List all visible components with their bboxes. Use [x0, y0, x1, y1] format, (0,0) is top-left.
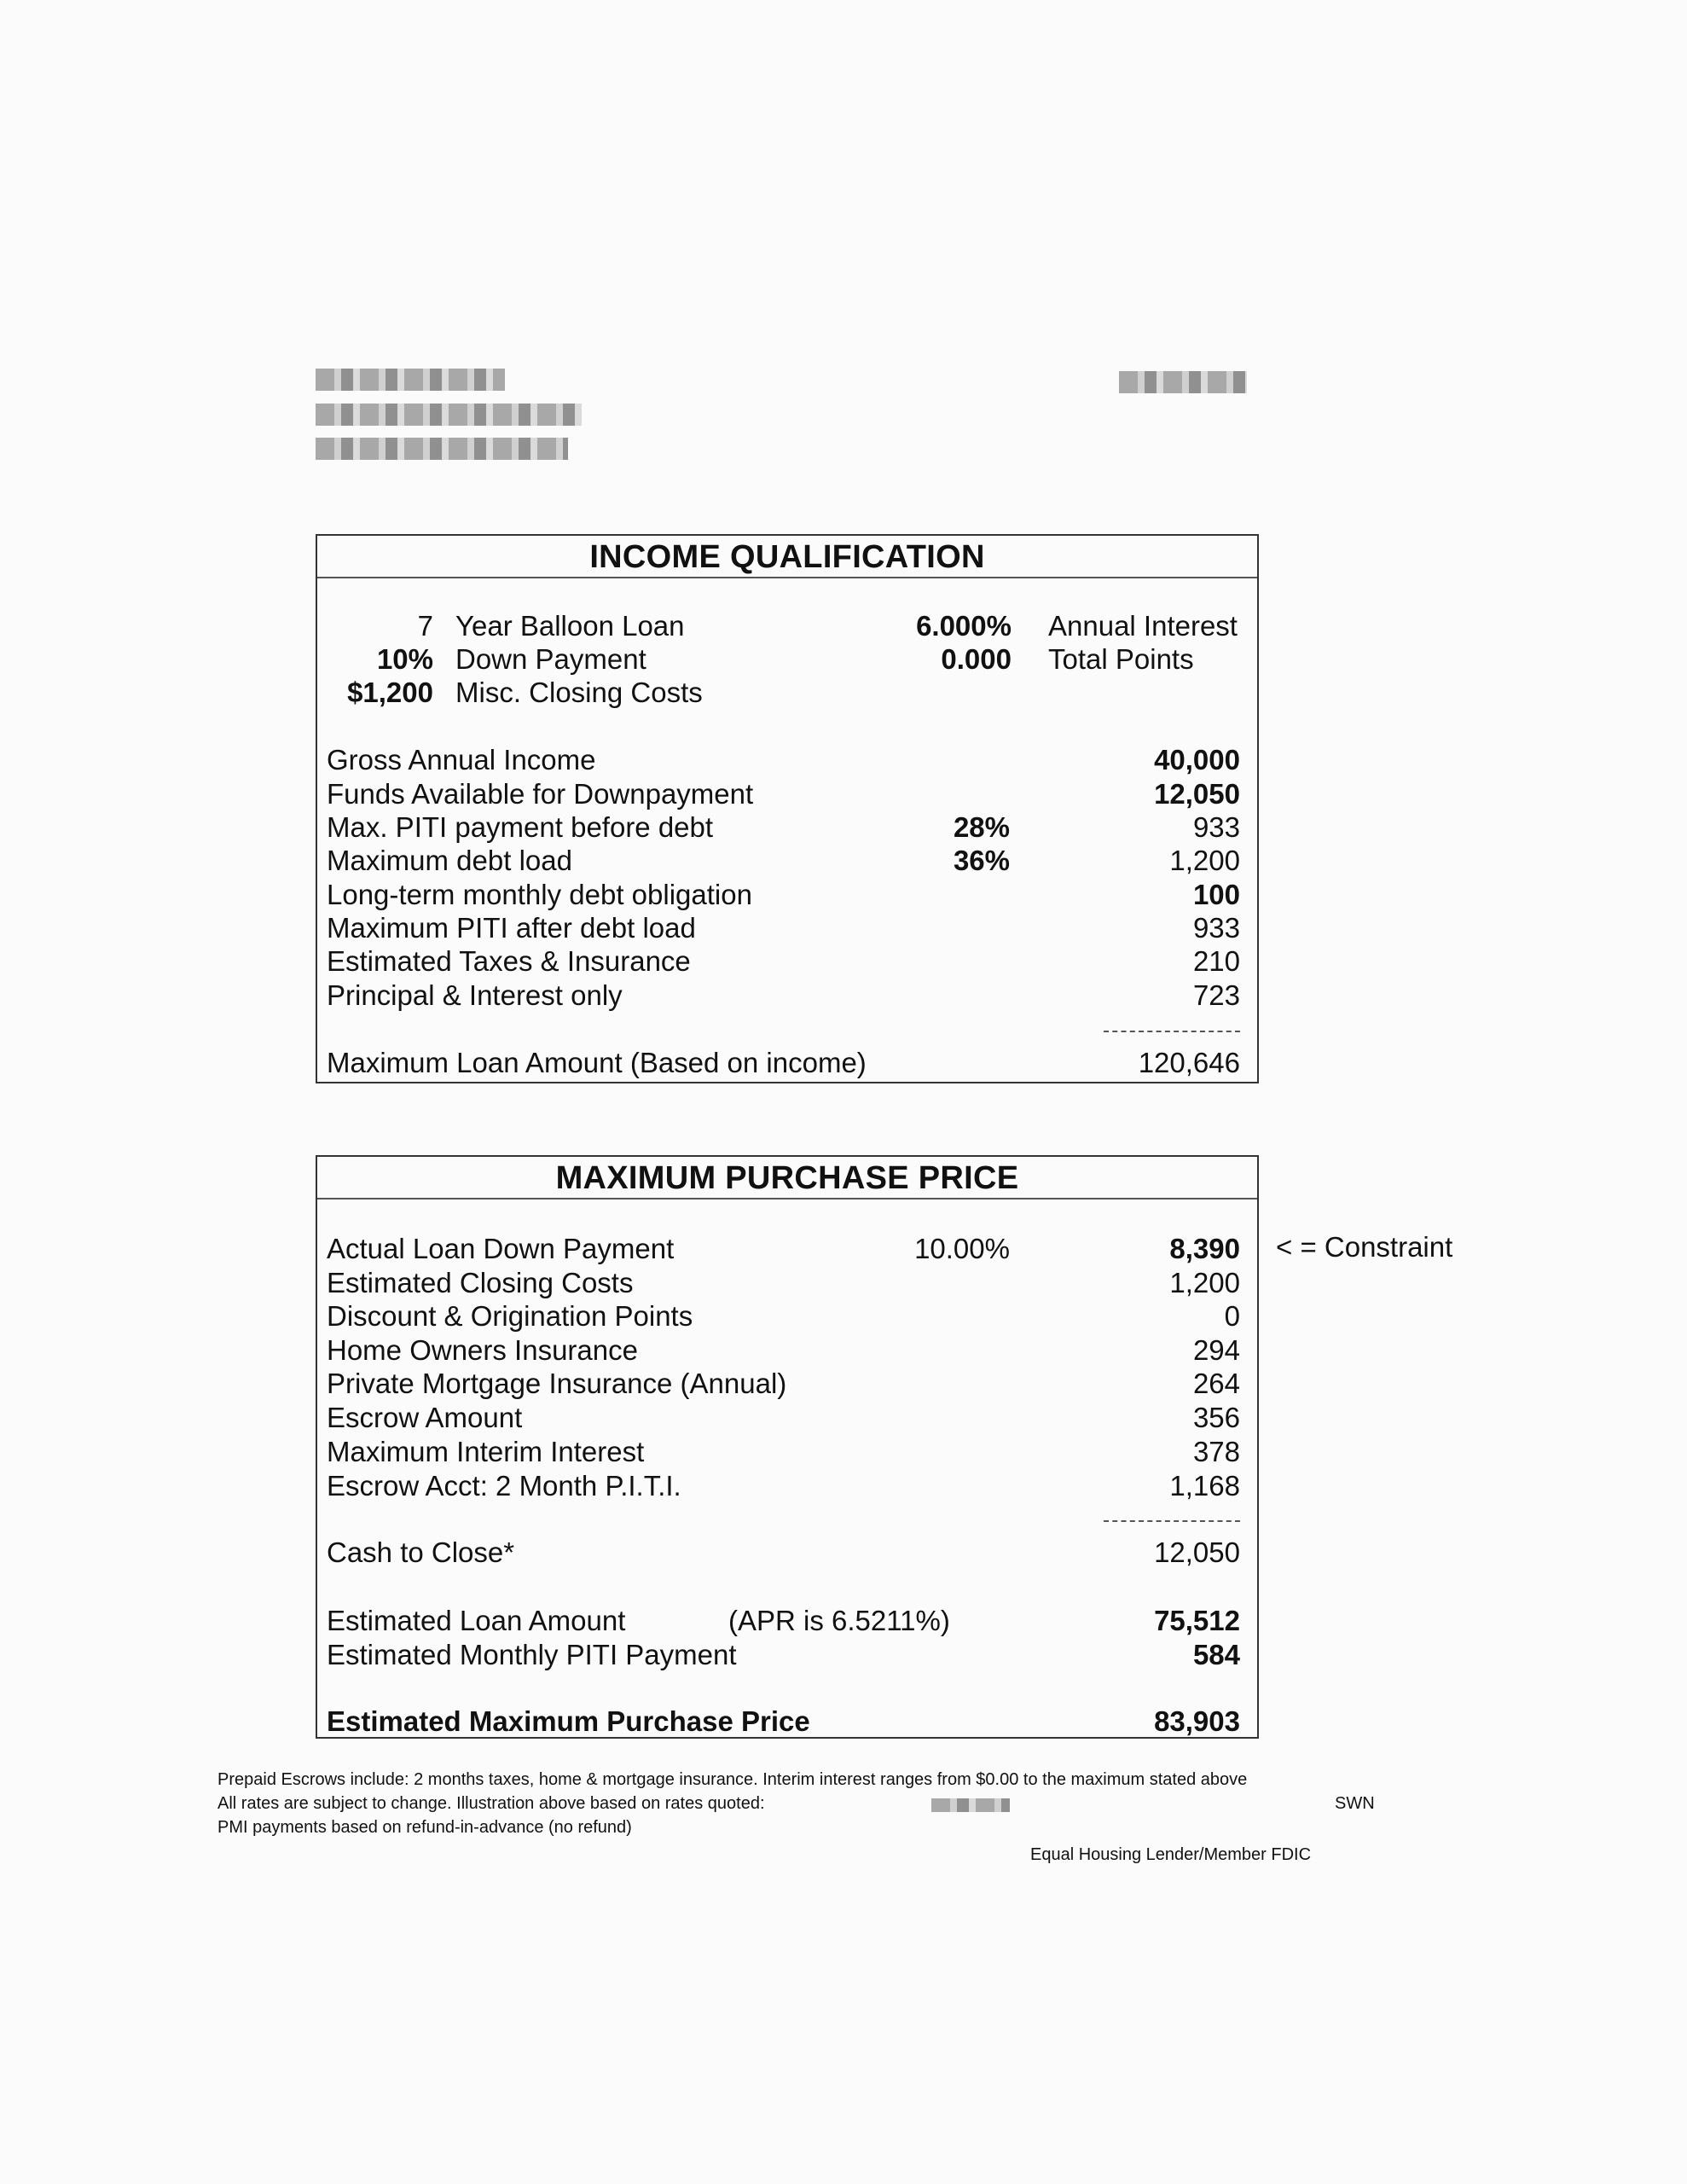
purchase-row-label: Escrow Amount	[327, 1402, 523, 1433]
purchase-row	[317, 1266, 1257, 1300]
purchase-row-value: 0	[1224, 1300, 1240, 1332]
interest-rate-label: Annual Interest	[1048, 610, 1238, 642]
total-points-label: Total Points	[1048, 643, 1194, 675]
down-payment-label: Down Payment	[455, 643, 646, 675]
purchase-row-value: 378	[1192, 1436, 1240, 1467]
purchase-row-value: 264	[1192, 1368, 1240, 1399]
income-row-label: Maximum debt load	[327, 845, 572, 876]
constraint-note	[1276, 1230, 1532, 1264]
max-loan-row	[317, 1046, 1257, 1080]
income-row-label: Max. PITI payment before debt	[327, 811, 714, 843]
income-row	[317, 810, 1257, 845]
income-qualification-title: INCOME QUALIFICATION	[317, 536, 1257, 578]
interest-rate-value: 6.000%	[916, 610, 1012, 642]
income-row	[317, 979, 1257, 1013]
purchase-row-label: Home Owners Insurance	[327, 1334, 638, 1366]
income-row-label: Principal & Interest only	[327, 979, 623, 1011]
income-row-value: 1,200	[1169, 845, 1240, 876]
purchase-row	[317, 1367, 1257, 1401]
income-row-label: Estimated Taxes & Insurance	[327, 945, 691, 977]
max-price-value: 83,903	[1154, 1705, 1240, 1737]
max-loan-value: 120,646	[1138, 1047, 1240, 1078]
down-payment-row	[317, 1232, 1257, 1266]
footer-lender: Equal Housing Lender/Member FDIC	[1030, 1845, 1312, 1864]
income-row-label: Maximum PITI after debt load	[327, 912, 696, 944]
misc-costs-value: $1,200	[347, 677, 433, 708]
income-row-value: 933	[1192, 912, 1240, 944]
down-payment-row	[317, 642, 1257, 677]
cash-to-close-value: 12,050	[1154, 1536, 1240, 1568]
loan-term-row	[317, 609, 1257, 643]
income-row	[317, 878, 1257, 912]
redacted-city-line	[316, 438, 568, 460]
purchase-row-label: Private Mortgage Insurance (Annual)	[327, 1368, 787, 1399]
loan-term-label: Year Balloon Loan	[455, 610, 685, 642]
down-payment-value: 8,390	[1169, 1233, 1240, 1264]
constraint-label: < = Constraint	[1276, 1231, 1453, 1263]
footer-pmi-note: PMI payments based on refund-in-advance (no refund)	[217, 1818, 632, 1837]
income-row	[317, 911, 1257, 945]
income-row-value: 12,050	[1154, 778, 1240, 810]
monthly-piti-value: 584	[1192, 1639, 1240, 1670]
income-row	[317, 777, 1257, 811]
redacted-date	[1119, 371, 1247, 393]
income-row-pct: 36%	[953, 845, 1010, 876]
income-row	[317, 844, 1257, 878]
purchase-row	[317, 1469, 1257, 1503]
purchase-row-label: Discount & Origination Points	[327, 1300, 693, 1332]
down-payment-pct: 10%	[376, 643, 433, 675]
cash-to-close-label: Cash to Close*	[327, 1536, 515, 1568]
purchase-row-label: Maximum Interim Interest	[327, 1436, 645, 1467]
redacted-rate-date	[931, 1798, 1010, 1812]
max-price-label: Estimated Maximum Purchase Price	[327, 1705, 810, 1737]
purchase-row-value: 356	[1192, 1402, 1240, 1433]
max-price-row	[317, 1705, 1257, 1739]
total-points-value: 0.000	[941, 643, 1012, 675]
estimated-loan-row	[317, 1604, 1257, 1638]
purchase-row	[317, 1299, 1257, 1333]
income-row-value: 100	[1192, 879, 1240, 910]
down-payment-label: Actual Loan Down Payment	[327, 1233, 675, 1264]
income-row-value: 210	[1192, 945, 1240, 977]
income-row	[317, 743, 1257, 777]
purchase-row-label: Estimated Closing Costs	[327, 1267, 634, 1298]
purchase-row-value: 1,168	[1169, 1470, 1240, 1502]
cash-to-close-row	[317, 1536, 1257, 1570]
income-row-label: Long-term monthly debt obligation	[327, 879, 752, 910]
income-row	[317, 944, 1257, 979]
income-row-value: 40,000	[1154, 744, 1240, 775]
down-payment-pct: 10.00%	[914, 1233, 1010, 1264]
purchase-row-value: 294	[1192, 1334, 1240, 1366]
apr-text: (APR is 6.5211%)	[728, 1605, 950, 1636]
income-row-label: Gross Annual Income	[327, 744, 596, 775]
subtotal-divider	[1104, 1520, 1240, 1522]
purchase-row	[317, 1401, 1257, 1435]
estimated-loan-label: Estimated Loan Amount	[327, 1605, 626, 1636]
misc-costs-label: Misc. Closing Costs	[455, 677, 703, 708]
redacted-company-name	[316, 369, 505, 391]
estimated-loan-value: 75,512	[1154, 1605, 1240, 1636]
max-purchase-price-box	[316, 1155, 1259, 1739]
purchase-row	[317, 1333, 1257, 1368]
monthly-piti-row	[317, 1638, 1257, 1672]
misc-costs-row	[317, 676, 1257, 710]
footer-initials: SWN	[1335, 1794, 1375, 1813]
redacted-address-line	[316, 404, 582, 426]
income-row-value: 933	[1192, 811, 1240, 843]
purchase-row	[317, 1435, 1257, 1469]
footer-escrow-note: Prepaid Escrows include: 2 months taxes, home & mortgage insurance. Interim interest ranges from $0.00 to the maximum stated above	[217, 1770, 1248, 1789]
max-purchase-price-title: MAXIMUM PURCHASE PRICE	[317, 1157, 1257, 1199]
income-row-value: 723	[1192, 979, 1240, 1011]
income-row-label: Funds Available for Downpayment	[327, 778, 754, 810]
subtotal-divider	[1104, 1031, 1240, 1032]
income-row-pct: 28%	[953, 811, 1010, 843]
purchase-row-value: 1,200	[1169, 1267, 1240, 1298]
income-qualification-box	[316, 534, 1259, 1083]
monthly-piti-label: Estimated Monthly PITI Payment	[327, 1639, 737, 1670]
loan-term-value: 7	[417, 610, 433, 642]
purchase-row-label: Escrow Acct: 2 Month P.I.T.I.	[327, 1470, 681, 1502]
footer-rates-note: All rates are subject to change. Illustration above based on rates quoted:	[217, 1794, 765, 1813]
max-loan-label: Maximum Loan Amount (Based on income)	[327, 1047, 867, 1078]
